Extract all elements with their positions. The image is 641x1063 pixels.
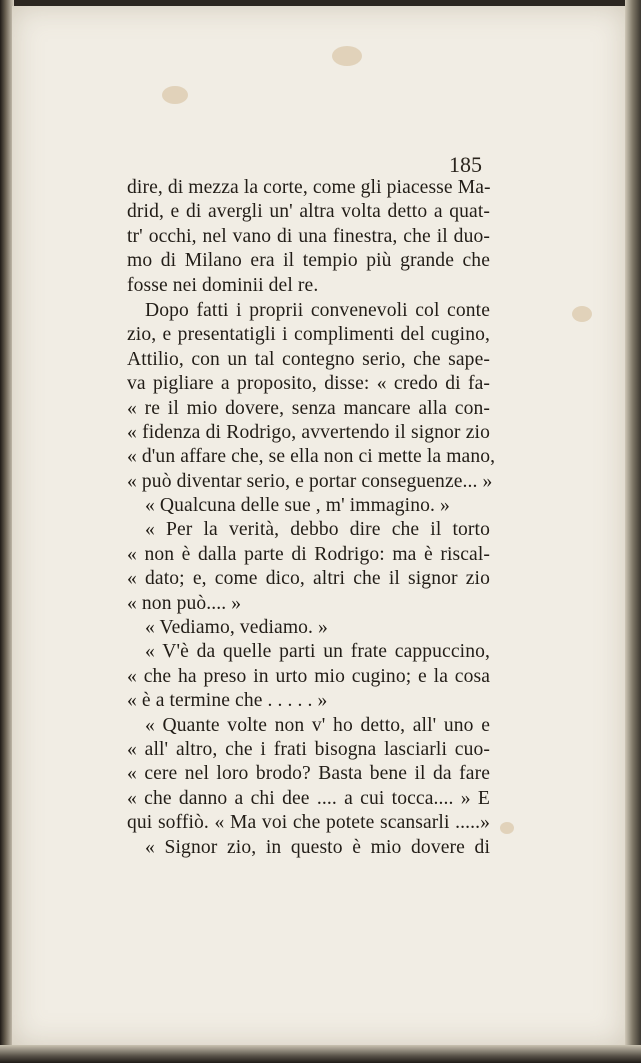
text-line: Dopo fatti i proprii convenevoli col conte: [145, 299, 490, 321]
page-bottom-edge: [0, 1045, 641, 1063]
text-line: « re il mio dovere, senza mancare alla con-: [127, 397, 490, 419]
page-sheet: [12, 6, 626, 1046]
text-line: « è a termine che . . . . . »: [127, 690, 328, 712]
text-line: « fidenza di Rodrigo, avvertendo il signor zio: [127, 421, 490, 443]
text-line: « V'è da quelle parti un frate cappuccino,: [145, 641, 490, 663]
text-line: « Signor zio, in questo è mio dovere di: [145, 836, 490, 858]
text-line: « Qualcuna delle sue , m' immagino. »: [145, 495, 450, 517]
foxing-stain: [162, 86, 188, 104]
text-line: « può diventar serio, e portar conseguenze... »: [127, 470, 493, 492]
text-line: « non è dalla parte di Rodrigo: ma è riscal-: [127, 543, 490, 565]
foxing-stain: [500, 822, 514, 834]
text-line: Attilio, con un tal contegno serio, che sape-: [127, 348, 490, 370]
page-stack-edge: [625, 0, 641, 1063]
text-line: « Quante volte non v' ho detto, all' uno e: [145, 714, 490, 736]
foxing-stain: [332, 46, 362, 66]
text-line: va pigliare a proposito, disse: « credo di fa-: [127, 373, 490, 395]
text-line: drid, e di avergli un' altra volta detto a quat-: [127, 201, 490, 223]
foxing-stain: [572, 306, 592, 322]
text-line: « Vediamo, vediamo. »: [145, 617, 328, 639]
text-line: « all' altro, che i frati bisogna lasciarli cuo-: [127, 738, 490, 760]
page-number: 185: [449, 152, 482, 177]
text-line: tr' occhi, nel vano di una finestra, che il duo-: [127, 225, 490, 247]
text-line: « d'un affare che, se ella non ci mette la mano,: [127, 446, 496, 468]
text-line: « Per la verità, debbo dire che il torto: [145, 519, 490, 541]
text-line: « dato; e, come dico, altri che il signor zio: [127, 568, 490, 590]
text-line: « che danno a chi dee .... a cui tocca.... » E: [127, 787, 490, 809]
text-line: « cere nel loro brodo? Basta bene il da fare: [127, 763, 490, 785]
body-text: [127, 176, 496, 860]
text-line: mo di Milano era il tempio più grande che: [127, 250, 490, 272]
text-line: zio, e presentatigli i complimenti del cugino,: [127, 324, 490, 346]
text-line: qui soffiò. « Ma voi che potete scansarli .....»: [127, 812, 490, 834]
text-line: fosse nei dominii del re.: [127, 274, 319, 296]
text-line: dire, di mezza la corte, come gli piacesse Ma-: [127, 177, 491, 198]
text-line: « non può.... »: [127, 592, 242, 614]
text-line: « che ha preso in urto mio cugino; e la cosa: [127, 665, 490, 687]
